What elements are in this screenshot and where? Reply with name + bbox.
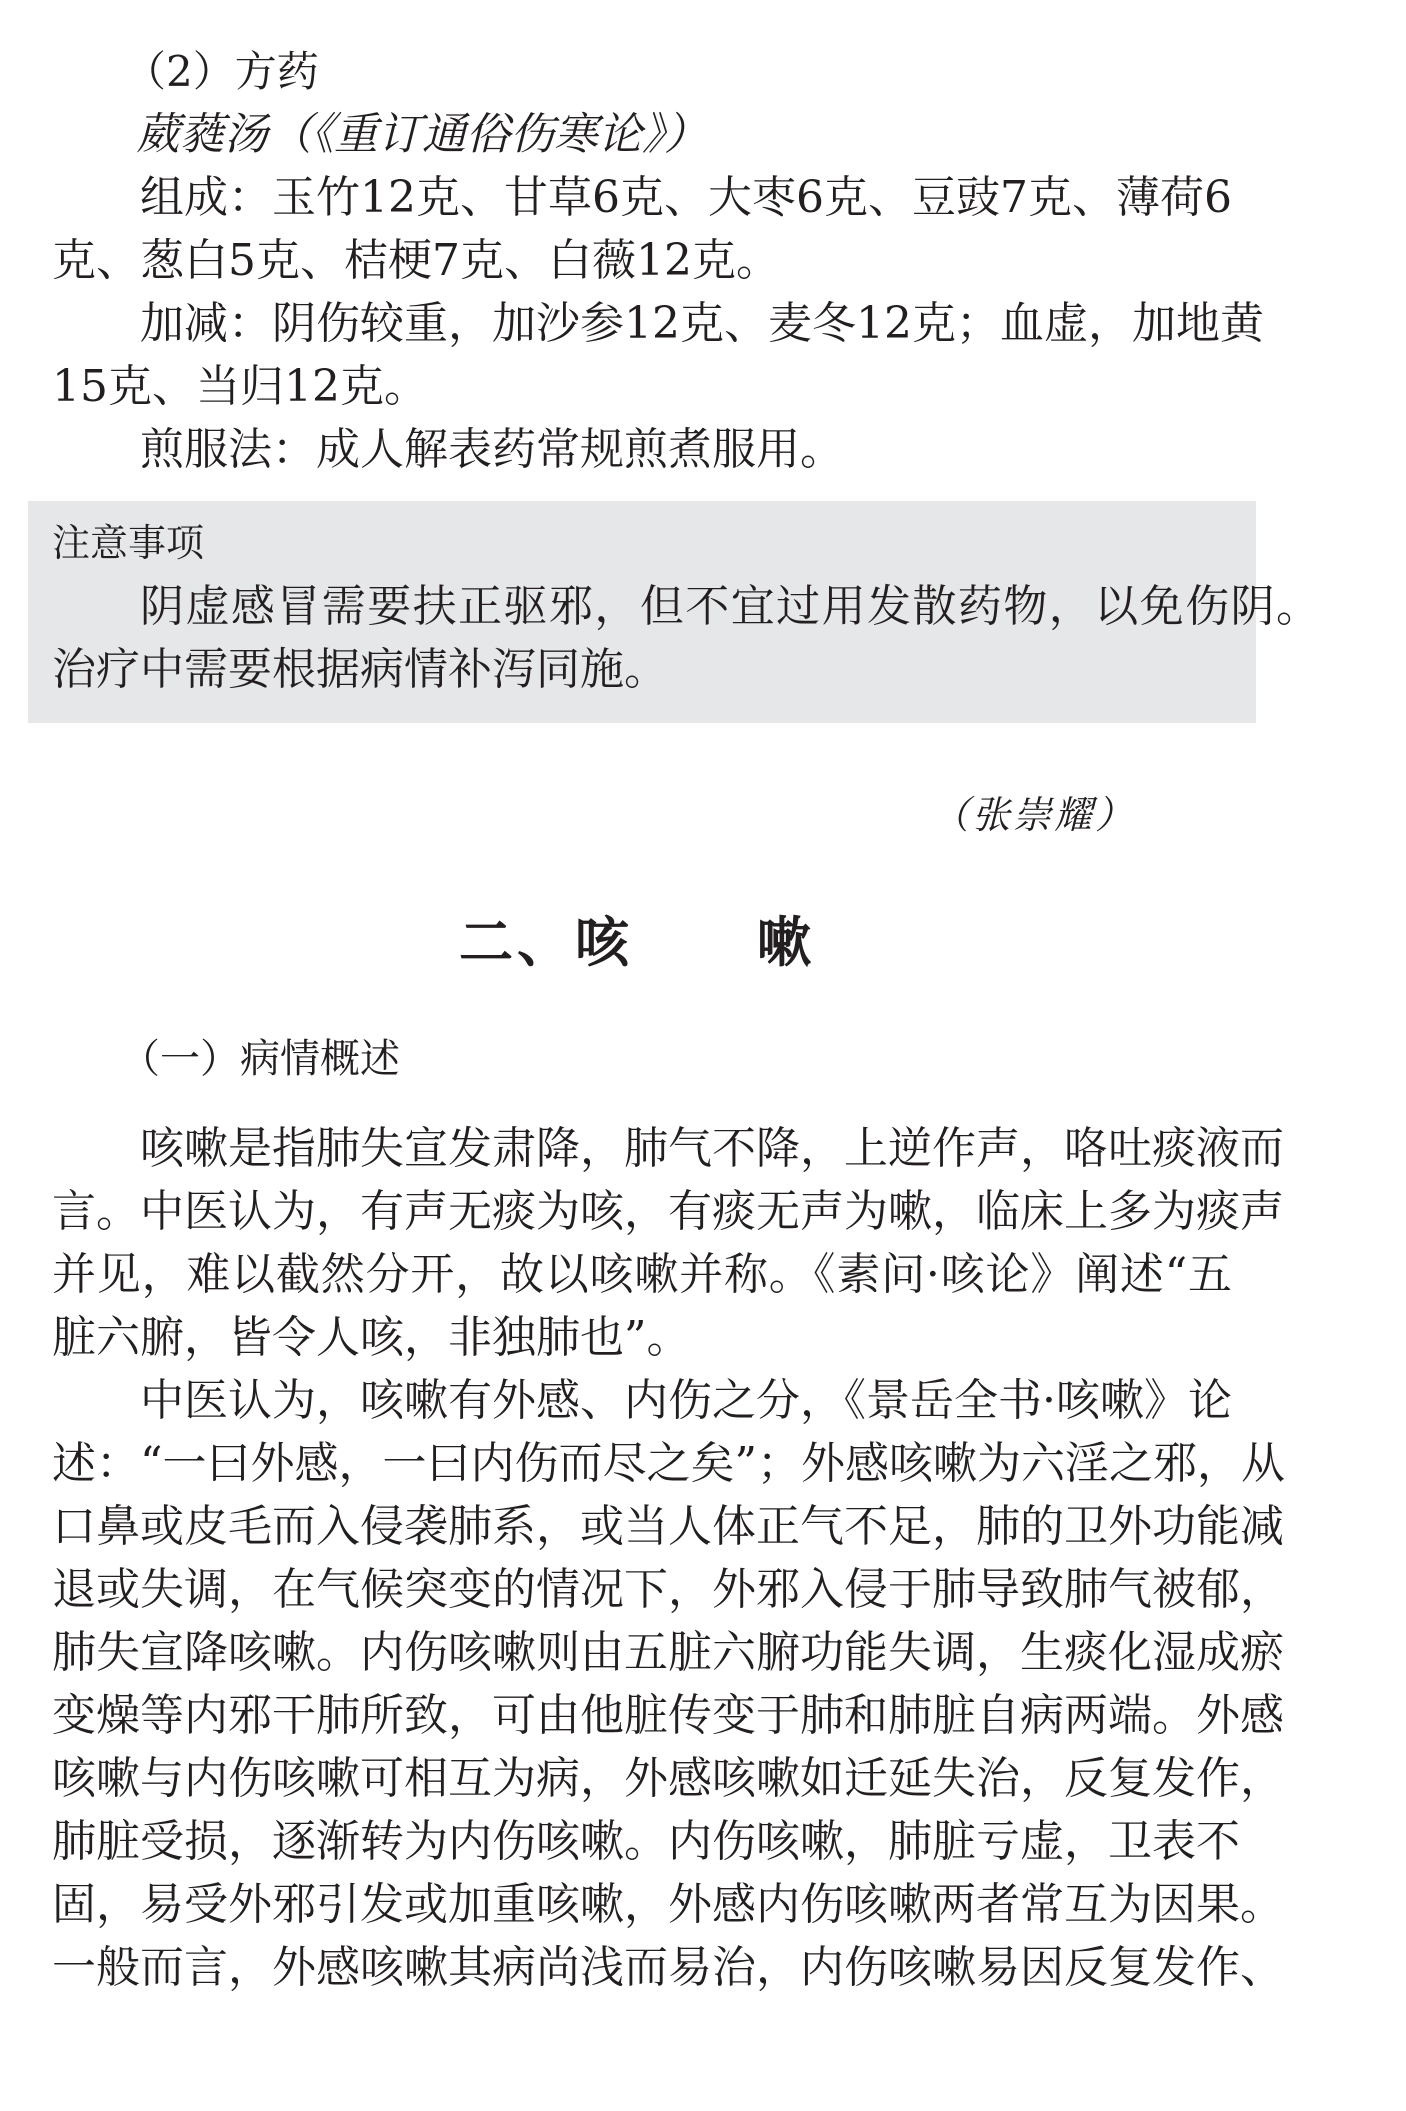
paragraph1-line-2: 言。中医认为，有声无痰为咳，有痰无声为嗽，临床上多为痰声: [52, 1186, 1284, 1237]
paragraph1-line-4: 脏六腑，皆令人咳，非独肺也”。: [52, 1312, 691, 1363]
modification-line-1: 加减：阴伤较重，加沙参12克、麦冬12克；血虚，加地黄: [140, 298, 1264, 349]
paragraph2-line-5: 肺失宣降咳嗽。内伤咳嗽则由五脏六腑功能失调，生痰化湿成瘀: [52, 1627, 1284, 1678]
paragraph2-line-8: 肺脏受损，逐渐转为内伤咳嗽。内伤咳嗽，肺脏亏虚，卫表不: [52, 1816, 1240, 1867]
modification-line-2: 15克、当归12克。: [52, 361, 428, 412]
paragraph2-line-1: 中医认为，咳嗽有外感、内伤之分，《景岳全书·咳嗽》论: [140, 1375, 1232, 1426]
paragraph2-line-3: 口鼻或皮毛而入侵袭肺系，或当人体正气不足，肺的卫外功能减: [52, 1501, 1284, 1552]
note-title: 注意事项: [52, 521, 205, 565]
section-title-right: 嗽: [757, 911, 815, 974]
paragraph2-line-4: 退或失调，在气候突变的情况下，外邪入侵于肺导致肺气被郁，: [52, 1564, 1284, 1615]
composition-line-2: 克、葱白5克、桔梗7克、白薇12克。: [52, 235, 780, 286]
note-line-2: 治疗中需要根据病情补泻同施。: [52, 644, 668, 695]
formula-name: 葳蕤汤（《重订通俗伤寒论》）: [136, 109, 708, 160]
paragraph2-line-2: 述：“一曰外感，一曰内伤而尽之矣”；外感咳嗽为六淫之邪，从: [52, 1438, 1285, 1489]
page-content: [52, 40, 1320, 1999]
author: （张崇耀）: [930, 793, 1136, 837]
paragraph2-line-7: 咳嗽与内伤咳嗽可相互为病，外感咳嗽如迁延失治，反复发作，: [52, 1753, 1284, 1804]
note-box: [28, 501, 1320, 723]
paragraph2-line-10: 一般而言，外感咳嗽其病尚浅而易治，内伤咳嗽易因反复发作、: [52, 1942, 1284, 1993]
paragraph1-line-1: 咳嗽是指肺失宣发肃降，肺气不降，上逆作声，咯吐痰液而: [140, 1123, 1284, 1174]
section-title: [52, 903, 1232, 983]
note-line-1: 阴虚感冒需要扶正驱邪，但不宜过用发散药物，以免伤阴。: [140, 581, 1320, 632]
decoction-method: 煎服法：成人解表药常规煎煮服用。: [140, 424, 844, 475]
composition-line-1: 组成：玉竹12克、甘草6克、大枣6克、豆豉7克、薄荷6: [140, 172, 1232, 223]
paragraph2-line-9: 固，易受外邪引发或加重咳嗽，外感内伤咳嗽两者常互为因果。: [52, 1879, 1284, 1930]
paragraph2-line-6: 变燥等内邪干肺所致，可由他脏传变于肺和肺脏自病两端。外感: [52, 1690, 1284, 1741]
section-title-left: 二、咳: [459, 911, 633, 974]
subsection-title: （一）病情概述: [120, 1036, 400, 1082]
paragraph1-line-3: 并见，难以截然分开，故以咳嗽并称。《素问·咳论》阐述“五: [52, 1249, 1232, 1300]
prescription-heading: （2）方药: [124, 47, 319, 96]
